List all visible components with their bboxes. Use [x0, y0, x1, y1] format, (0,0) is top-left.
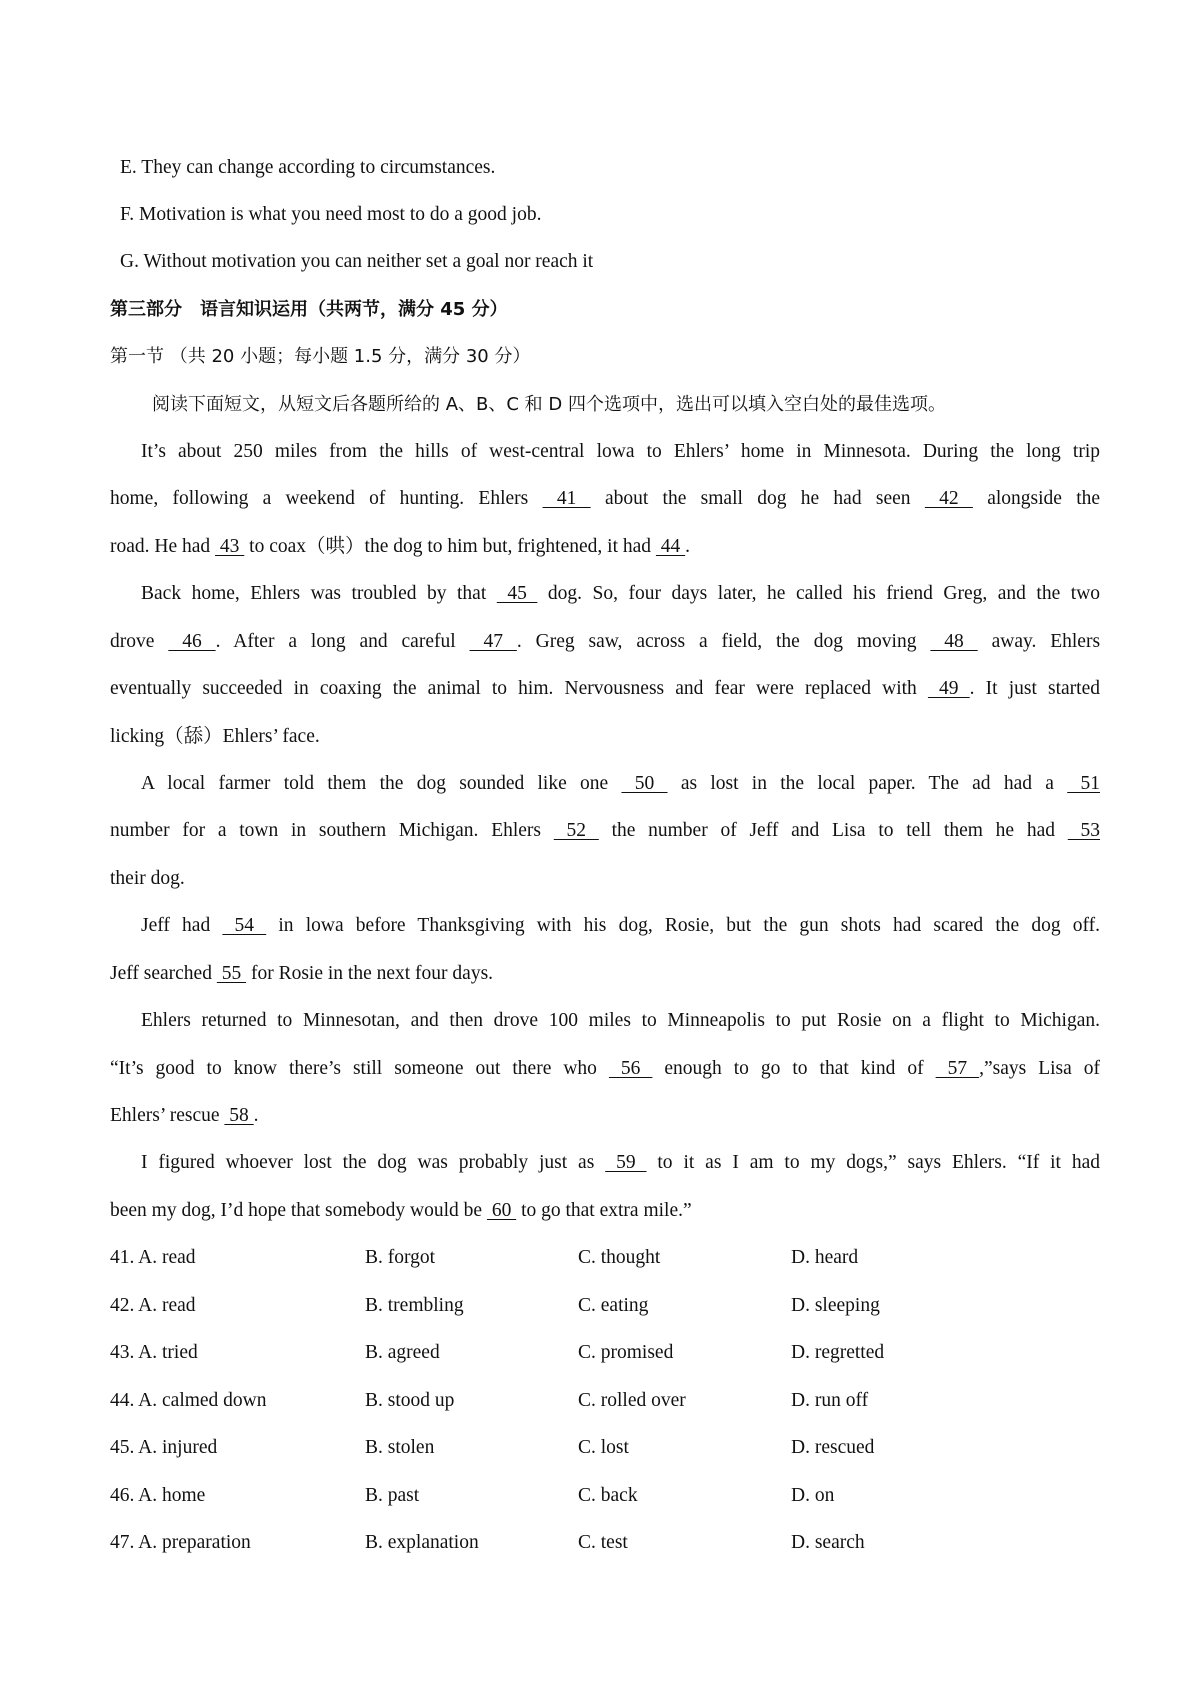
option-d: D. heard — [791, 1247, 859, 1268]
option-a: 45. A. injured — [110, 1437, 218, 1458]
passage-text: . — [253, 1105, 259, 1126]
option-b: B. stolen — [365, 1437, 435, 1458]
option-d: D. regretted — [791, 1342, 885, 1363]
option-c: C. eating — [578, 1295, 649, 1316]
passage-text: I figured whoever lost the dog was probably just as — [141, 1152, 595, 1173]
blank-47: 47 — [469, 631, 517, 652]
passage-text: A local farmer told them the dog sounded like one — [141, 773, 609, 794]
part-three-heading: 第三部分 语言知识运用（共两节，满分 45 分） — [110, 299, 508, 320]
option-a: 43. A. tried — [110, 1342, 198, 1363]
blank-45: 45 — [496, 583, 538, 604]
blank-54: 54 — [222, 915, 267, 936]
option-d: D. rescued — [791, 1437, 875, 1458]
blank-52: 52 — [553, 820, 599, 841]
option-c: C. promised — [578, 1342, 674, 1363]
passage-line — [110, 1102, 1100, 1130]
passage-text: . Greg saw, across a field, the dog moving — [516, 631, 917, 652]
passage-text: Jeff searched — [110, 963, 212, 984]
passage-text: number for a town in southern Michigan. Ehlers — [110, 820, 542, 841]
passage-line — [110, 675, 1100, 703]
blank-57: 57 — [935, 1058, 980, 1079]
option-c: C. test — [578, 1532, 628, 1553]
passage-line: Ehlers returned to Minnesotan, and then drove 100 miles to Minneapolis to put Rosie on a flight to Michigan. — [141, 1010, 1100, 1031]
option-b: B. forgot — [365, 1247, 436, 1268]
passage-line — [110, 960, 1100, 988]
passage-text: enough to go to that kind of — [664, 1058, 924, 1079]
blank-49: 49 — [927, 678, 970, 699]
passage-line — [141, 580, 1100, 608]
passage-text: . — [685, 536, 691, 557]
passage-line — [110, 485, 1100, 513]
passage-text: as lost in the local paper. The ad had a — [680, 773, 1054, 794]
blank-43: 43 — [215, 536, 245, 557]
passage-line: their dog. — [110, 868, 185, 889]
passage-text: to go that extra mile.” — [521, 1200, 692, 1221]
passage-line: It’s about 250 miles from the hills of west-central lowa to Ehlers’ home in Minnesota. During the long trip — [141, 441, 1100, 462]
option-c: C. lost — [578, 1437, 629, 1458]
blank-53: 53 — [1067, 820, 1101, 841]
option-item-g: G. Without motivation you can neither set a goal nor reach it — [120, 251, 594, 272]
passage-text: for Rosie in the next four days. — [250, 963, 494, 984]
option-b: B. stood up — [365, 1390, 455, 1411]
option-a: 47. A. preparation — [110, 1532, 251, 1553]
option-c: C. rolled over — [578, 1390, 686, 1411]
passage-text: to it as I am to my dogs,” says Ehlers. “If it had — [657, 1152, 1101, 1173]
blank-59: 59 — [605, 1152, 647, 1173]
option-a: 44. A. calmed down — [110, 1390, 267, 1411]
passage-line — [110, 817, 1100, 845]
option-d: D. on — [791, 1485, 835, 1506]
passage-text: away. Ehlers — [991, 631, 1101, 652]
passage-line — [110, 533, 1100, 561]
passage-text: “It’s good to know there’s still someone out there who — [110, 1058, 597, 1079]
option-item-e: E. They can change according to circumstances. — [120, 157, 496, 178]
option-d: D. search — [791, 1532, 865, 1553]
passage-text: Ehlers’ rescue — [110, 1105, 220, 1126]
passage-text: Back home, Ehlers was troubled by that — [141, 583, 487, 604]
passage-line — [141, 1149, 1100, 1177]
blank-51: 51 — [1067, 773, 1100, 794]
passage-text: in lowa before Thanksgiving with his dog, Rosie, but the gun shots had scared the dog off. — [278, 915, 1101, 936]
option-b: B. past — [365, 1485, 420, 1506]
passage-text: home, following a weekend of hunting. Ehlers — [110, 488, 529, 509]
option-item-f: F. Motivation is what you need most to do a good job. — [120, 204, 542, 225]
option-b: B. trembling — [365, 1295, 464, 1316]
passage-text: dog. So, four days later, he called his friend Greg, and the two — [547, 583, 1101, 604]
blank-44: 44 — [655, 536, 686, 557]
passage-text: . It just started — [969, 678, 1100, 699]
option-b: B. explanation — [365, 1532, 479, 1553]
option-a: 42. A. read — [110, 1295, 196, 1316]
blank-41: 41 — [542, 488, 591, 509]
instruction-text: 阅读下面短文，从短文后各题所给的 A、B、C 和 D 四个选项中，选出可以填入空白处的最佳选项。 — [152, 394, 946, 415]
passage-line — [141, 912, 1100, 940]
passage-text: alongside the — [987, 488, 1101, 509]
passage-text: ,”says Lisa of — [979, 1058, 1101, 1079]
passage-text: the number of Jeff and Lisa to tell them he had — [611, 820, 1055, 841]
blank-55: 55 — [216, 963, 247, 984]
passage-text: Jeff had — [141, 915, 211, 936]
section-one-heading: 第一节 （共 20 小题；每小题 1.5 分，满分 30 分） — [110, 346, 531, 367]
passage-text: to coax（哄）the dog to him but, frightened, it had — [249, 536, 652, 557]
passage-line — [110, 1055, 1100, 1083]
passage-text: drove — [110, 631, 155, 652]
blank-58: 58 — [224, 1105, 254, 1126]
passage-line — [141, 770, 1100, 798]
option-c: C. thought — [578, 1247, 661, 1268]
passage-text: road. He had — [110, 536, 211, 557]
passage-line — [110, 1197, 1100, 1225]
option-b: B. agreed — [365, 1342, 440, 1363]
blank-60: 60 — [486, 1200, 517, 1221]
passage-text: eventually succeeded in coaxing the animal to him. Nervousness and fear were replaced with — [110, 678, 917, 699]
option-c: C. back — [578, 1485, 638, 1506]
option-a: 41. A. read — [110, 1247, 196, 1268]
option-d: D. run off — [791, 1390, 869, 1411]
passage-text: . After a long and careful — [215, 631, 456, 652]
blank-46: 46 — [168, 631, 216, 652]
option-a: 46. A. home — [110, 1485, 206, 1506]
option-d: D. sleeping — [791, 1295, 880, 1316]
blank-48: 48 — [930, 631, 978, 652]
passage-text: been my dog, I’d hope that somebody would be — [110, 1200, 483, 1221]
passage-text: about the small dog he had seen — [604, 488, 911, 509]
passage-line — [110, 628, 1100, 656]
blank-42: 42 — [924, 488, 973, 509]
blank-56: 56 — [608, 1058, 653, 1079]
passage-line: licking（舔）Ehlers’ face. — [110, 726, 320, 747]
blank-50: 50 — [621, 773, 668, 794]
